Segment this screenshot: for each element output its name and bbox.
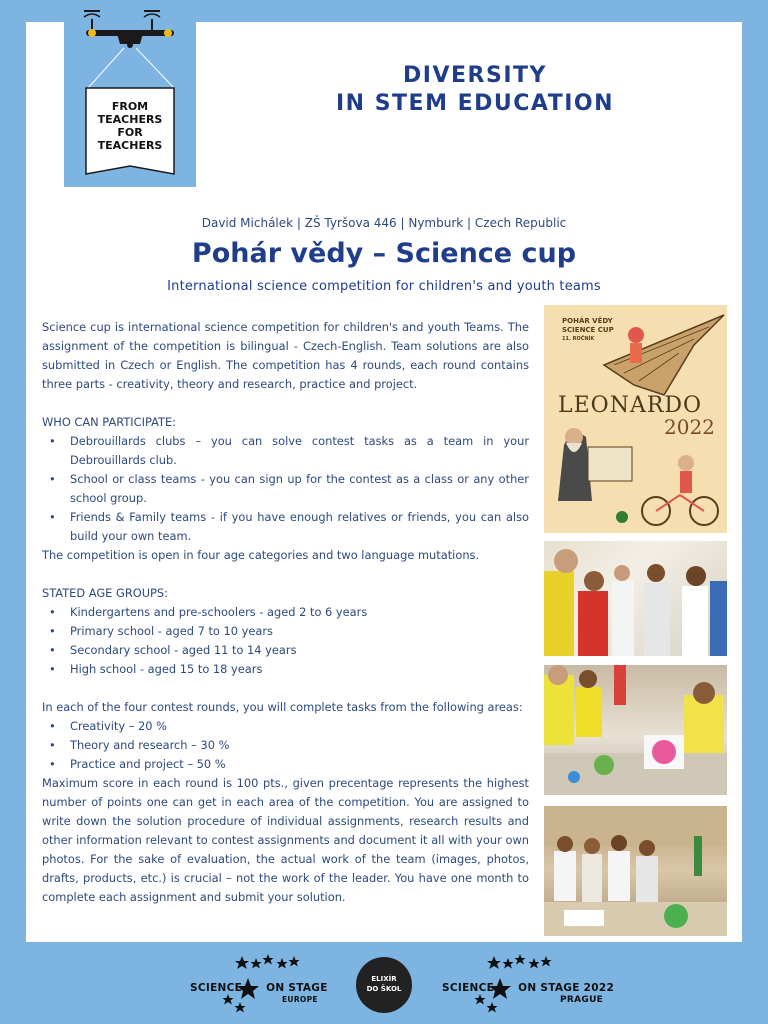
poster-name: LEONARDO (558, 393, 703, 418)
list-item: • Kindergartens and pre-schoolers - aged 2 to 6 years (42, 603, 529, 622)
poster-header: POHÁR VĚDY SCIENCE CUP 11. ROČNÍK (562, 317, 614, 342)
list-item: • Secondary school - aged 11 to 14 years (42, 641, 529, 660)
article-title: Pohár vědy – Science cup (191, 238, 577, 269)
age-heading: STATED AGE GROUPS: (42, 586, 168, 600)
article-body (42, 318, 529, 907)
list-item: • Debrouillards clubs – you can solve contest tasks as a team in your Debrouillards club. (42, 432, 529, 470)
photo-classroom (544, 806, 727, 936)
list-item: • High school - aged 15 to 18 years (42, 660, 529, 679)
closing-paragraph: Maximum score in each round is 100 pts., given precentage represents the highest number of points one can get in each area of the competition. You are assigned to write down the solution procedure of individual assignments, research results and other information relevant to contest assignments and document it all with your own photos. For the sake of evaluation, the actual work of the team (images, photos, drafts, products, etc.) is crucial – not the work of the leader. You have one month to complete each assignment and submit your solution. (42, 776, 529, 904)
author-byline: David Michálek | ZŠ Tyršova 446 | Nymburk | Czech Republic (201, 216, 567, 230)
classroom-photo (544, 806, 727, 936)
areas-intro: In each of the four contest rounds, you will complete tasks from the following areas: (42, 700, 523, 714)
list-item: • Practice and project – 50 % (42, 755, 529, 774)
list-item: • Friends & Family teams - if you have enough relatives or friends, you can also build your own team. (42, 508, 529, 546)
open-paragraph: The competition is open in four age categories and two language mutations. (42, 548, 480, 562)
workshop-photo (544, 665, 727, 795)
list-item: • Creativity – 20 % (42, 717, 529, 736)
article-subtitle: International science competition for children's and youth teams (167, 279, 601, 294)
science-on-stage-europe-logo: SCIENCE ON STAGE EUROPE (190, 982, 328, 1004)
poster-year: 2022 (664, 415, 715, 439)
who-list (42, 432, 529, 546)
photo-participants (544, 541, 727, 656)
who-heading: WHO CAN PARTICIPATE: (42, 415, 176, 429)
age-list (42, 603, 529, 679)
list-item: • School or class teams - you can sign up for the contest as a class or any other school group. (42, 470, 529, 508)
from-teachers-logo (64, 0, 196, 187)
list-item: • Primary school - aged 7 to 10 years (42, 622, 529, 641)
leonardo-poster (544, 305, 727, 533)
drone-icon (64, 0, 196, 187)
headline: DIVERSITY IN STEM EDUCATION (335, 63, 615, 116)
areas-list (42, 717, 529, 774)
photo-workshop (544, 665, 727, 795)
list-item: • Theory and research – 30 % (42, 736, 529, 755)
intro-paragraph: Science cup is international science competition for children's and youth Teams. The assignment of the competition is bilingual - Czech-English. Team solutions are also submitted in Czech or English. The competition has 4 rounds, each round contains three parts - creativity, theory and research, practice and project. (42, 320, 529, 391)
logo-text: FROM TEACHERS FOR TEACHERS (97, 100, 163, 152)
science-on-stage-prague-logo: SCIENCE ON STAGE 2022 PRAGUE (442, 982, 615, 1005)
participants-photo (544, 541, 727, 656)
elixir-do-skol-logo: ELIXÍR DO ŠKOL (356, 957, 412, 1013)
